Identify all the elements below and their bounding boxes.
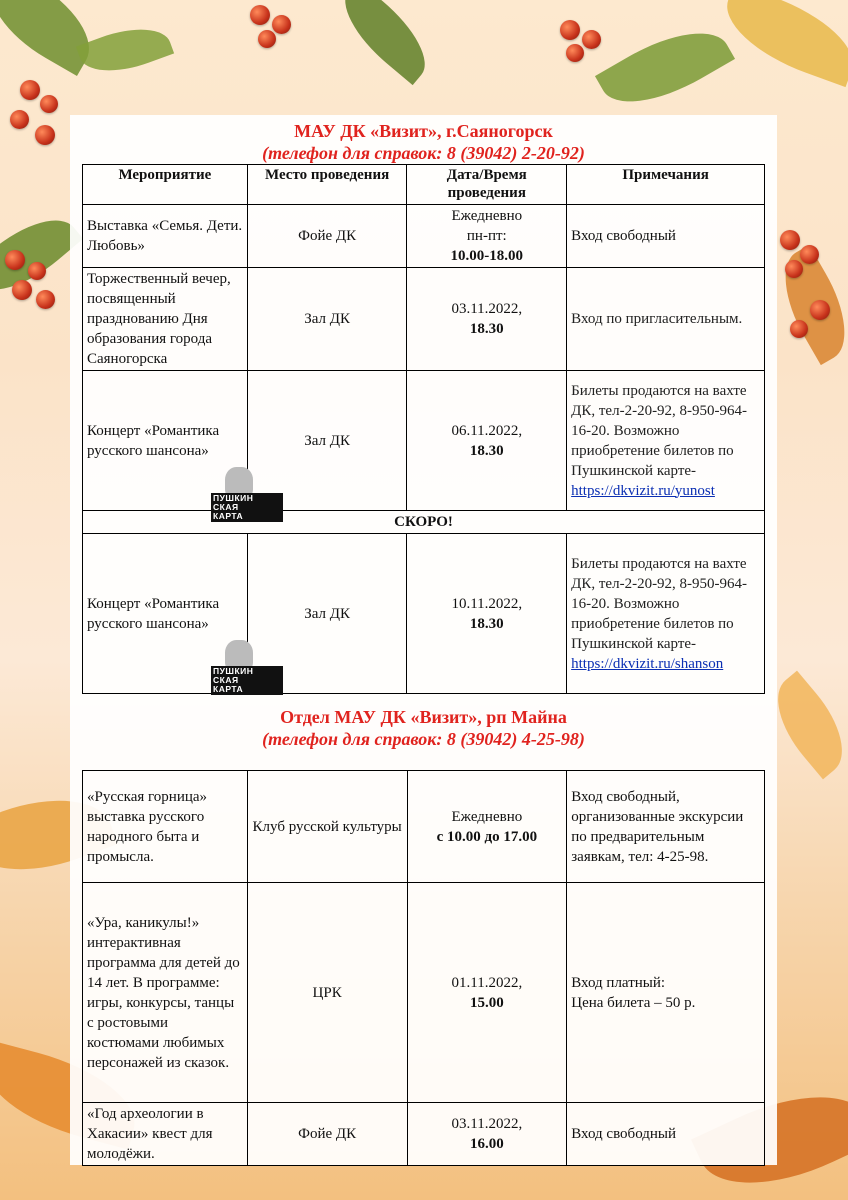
place-cell: Фойе ДК	[247, 205, 407, 268]
note-text: Билеты продаются на вахте ДК, тел-2-20-92, 8-950-964-16-20. Возможно приобретение билетов по Пушкинской карте-	[571, 555, 748, 652]
table-row	[83, 534, 765, 694]
header-date: Дата/Время проведения	[407, 165, 567, 205]
date-cell	[407, 268, 567, 371]
note-cell: Вход свободный	[567, 1103, 765, 1166]
place-cell: Зал ДК	[247, 268, 407, 371]
place-cell: Фойе ДК	[247, 1103, 407, 1166]
event-title: Концерт «Романтика русского шансона»	[87, 595, 220, 632]
date-line: пн-пт:	[466, 228, 507, 244]
date-line: Ежедневно	[451, 208, 523, 224]
date-line: 06.11.2022,	[451, 422, 523, 439]
date-cell	[407, 534, 567, 694]
ticket-price: Цена билета – 50 р.	[571, 994, 696, 1011]
date-line: 03.11.2022,	[451, 1116, 523, 1132]
event-cell	[83, 371, 254, 521]
section1-title: МАУ ДК «Визит», г.Саяногорск	[294, 121, 553, 141]
date-line: Ежедневно	[451, 808, 523, 825]
pushkin-card-logo: ПУШКИН СКАЯ КАРТА	[211, 640, 283, 694]
date-cell	[407, 205, 567, 268]
date-line: 03.11.2022,	[451, 301, 523, 317]
time-value: 18.30	[469, 615, 504, 632]
place-cell: ЦРК	[247, 883, 407, 1103]
ticket-link[interactable]: https://dkvizit.ru/yunost	[571, 482, 715, 499]
section2-table	[82, 770, 765, 1166]
soon-label: СКОРО!	[83, 511, 765, 534]
soon-row	[83, 511, 765, 534]
table-row	[83, 205, 765, 268]
section2-header	[70, 706, 777, 750]
note-text: Билеты продаются на вахте ДК, тел-2-20-92, 8-950-964-16-20. Возможно приобретение билетов по Пушкинской карте-	[571, 382, 748, 479]
time-value: 10.00-18.00	[450, 248, 524, 264]
time-value: 18.30	[469, 442, 504, 459]
schedule-sheet	[70, 115, 777, 1165]
section1-header	[70, 120, 777, 164]
section2-phone: (телефон для справок: 8 (39042) 4-25-98)	[262, 729, 585, 749]
section1-table	[82, 164, 765, 694]
section2-title: Отдел МАУ ДК «Визит», рп Майна	[280, 707, 567, 727]
event-cell: «Ура, каникулы!» интерактивная программа для детей до 14 лет. В программе: игры, конкурсы, танцы с ростовыми костюмами любимых персонажей из сказок.	[83, 883, 248, 1103]
date-line: 01.11.2022,	[451, 974, 523, 991]
date-cell	[407, 371, 567, 511]
date-cell	[407, 1103, 567, 1166]
pushkin-card-logo: ПУШКИН СКАЯ КАРТА	[211, 467, 283, 521]
event-cell: Выставка «Семья. Дети. Любовь»	[83, 205, 248, 268]
date-cell	[407, 771, 567, 883]
place-cell: Клуб русской культуры	[247, 771, 407, 883]
table-row	[83, 268, 765, 371]
event-cell: «Русская горница» выставка русского народного быта и промысла.	[83, 771, 248, 883]
section1-phone: (телефон для справок: 8 (39042) 2-20-92)	[262, 143, 585, 163]
table-row	[83, 883, 765, 1103]
note-text: Вход платный:	[571, 974, 666, 991]
place-cell: Зал ДК	[247, 371, 407, 511]
time-value: 16.00	[469, 1136, 504, 1152]
header-place: Место проведения	[247, 165, 407, 205]
note-cell: Вход свободный	[567, 205, 765, 268]
time-value: 15.00	[469, 994, 504, 1011]
note-cell	[567, 534, 765, 694]
note-cell	[567, 371, 765, 511]
header-event: Мероприятие	[83, 165, 248, 205]
event-cell	[83, 534, 254, 694]
table-row	[83, 371, 765, 511]
date-line: 10.11.2022,	[451, 595, 523, 612]
time-value: с 10.00 до 17.00	[436, 828, 538, 845]
event-cell: «Год археологии в Хакасии» квест для молодёжи.	[83, 1103, 248, 1166]
event-cell: Торжественный вечер, посвященный празднованию Дня образования города Саяногорска	[83, 268, 248, 371]
table-row	[83, 771, 765, 883]
table-header-row	[83, 165, 765, 205]
header-notes: Примечания	[567, 165, 765, 205]
table-row	[83, 1103, 765, 1166]
note-cell: Вход по пригласительным.	[567, 268, 765, 371]
time-value: 18.30	[469, 321, 504, 337]
note-cell: Вход свободный, организованные экскурсии по предварительным заявкам, тел: 4-25-98.	[567, 771, 765, 883]
place-cell: Зал ДК	[247, 534, 407, 694]
date-cell	[407, 883, 567, 1103]
event-title: Концерт «Романтика русского шансона»	[87, 422, 220, 459]
note-cell	[567, 883, 765, 1103]
ticket-link[interactable]: https://dkvizit.ru/shanson	[571, 655, 724, 672]
